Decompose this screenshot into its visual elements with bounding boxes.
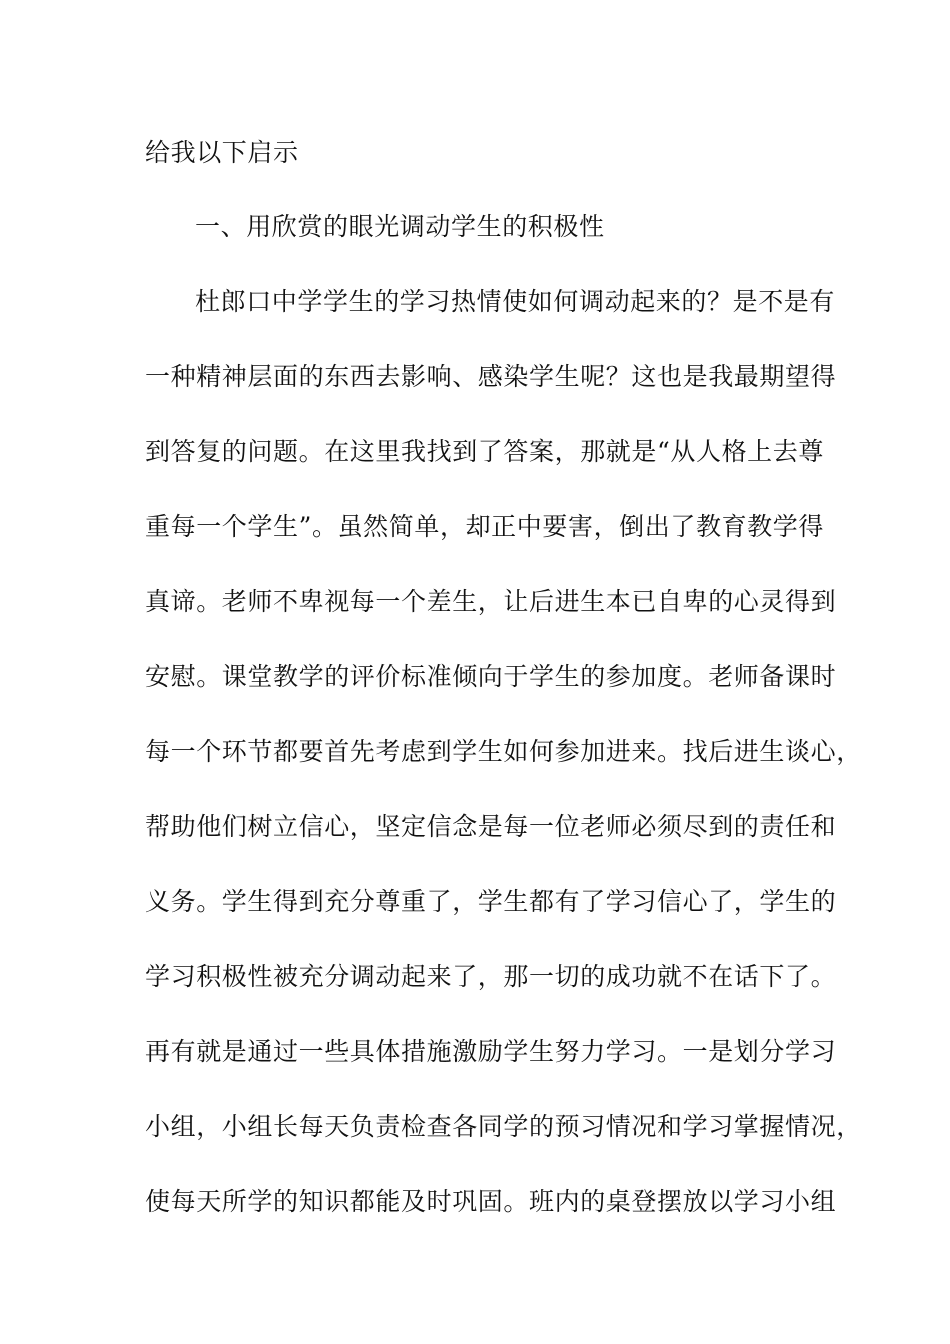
paragraph-line: 学习积极性被充分调动起来了，那一切的成功就不在话下了。 xyxy=(145,962,837,991)
paragraph-line: 到答复的问题。在这里我找到了答案，那就是“从人格上去尊 xyxy=(145,437,824,466)
paragraph-line: 杜郎口中学学生的学习热情使如何调动起来的？是不是有 xyxy=(195,287,836,316)
paragraph-line: 使每天所学的知识都能及时巩固。班内的桌登摆放以学习小组 xyxy=(145,1187,837,1216)
paragraph-line: 重每一个学生”。虽然简单，却正中要害，倒出了教育教学得 xyxy=(145,512,824,541)
paragraph-line: 一种精神层面的东西去影响、感染学生呢？这也是我最期望得 xyxy=(145,362,837,391)
paragraph-line: 再有就是通过一些具体措施激励学生努力学习。一是划分学习 xyxy=(145,1037,837,1066)
paragraph-line: 安慰。课堂教学的评价标准倾向于学生的参加度。老师备课时 xyxy=(145,662,837,691)
text-line-intro: 给我以下启示 xyxy=(145,138,299,167)
section-heading: 一、用欣赏的眼光调动学生的积极性 xyxy=(195,212,605,241)
paragraph-line: 义务。学生得到充分尊重了，学生都有了学习信心了，学生的 xyxy=(145,887,837,916)
paragraph-line: 每一个环节都要首先考虑到学生如何参加进来。找后进生谈心， xyxy=(145,737,862,766)
paragraph-line: 帮助他们树立信心，坚定信念是每一位老师必须尽到的责任和 xyxy=(145,812,837,841)
paragraph-line: 真谛。老师不卑视每一个差生，让后进生本已自卑的心灵得到 xyxy=(145,587,837,616)
paragraph-line: 小组，小组长每天负责检查各同学的预习情况和学习掌握情况， xyxy=(145,1112,862,1141)
